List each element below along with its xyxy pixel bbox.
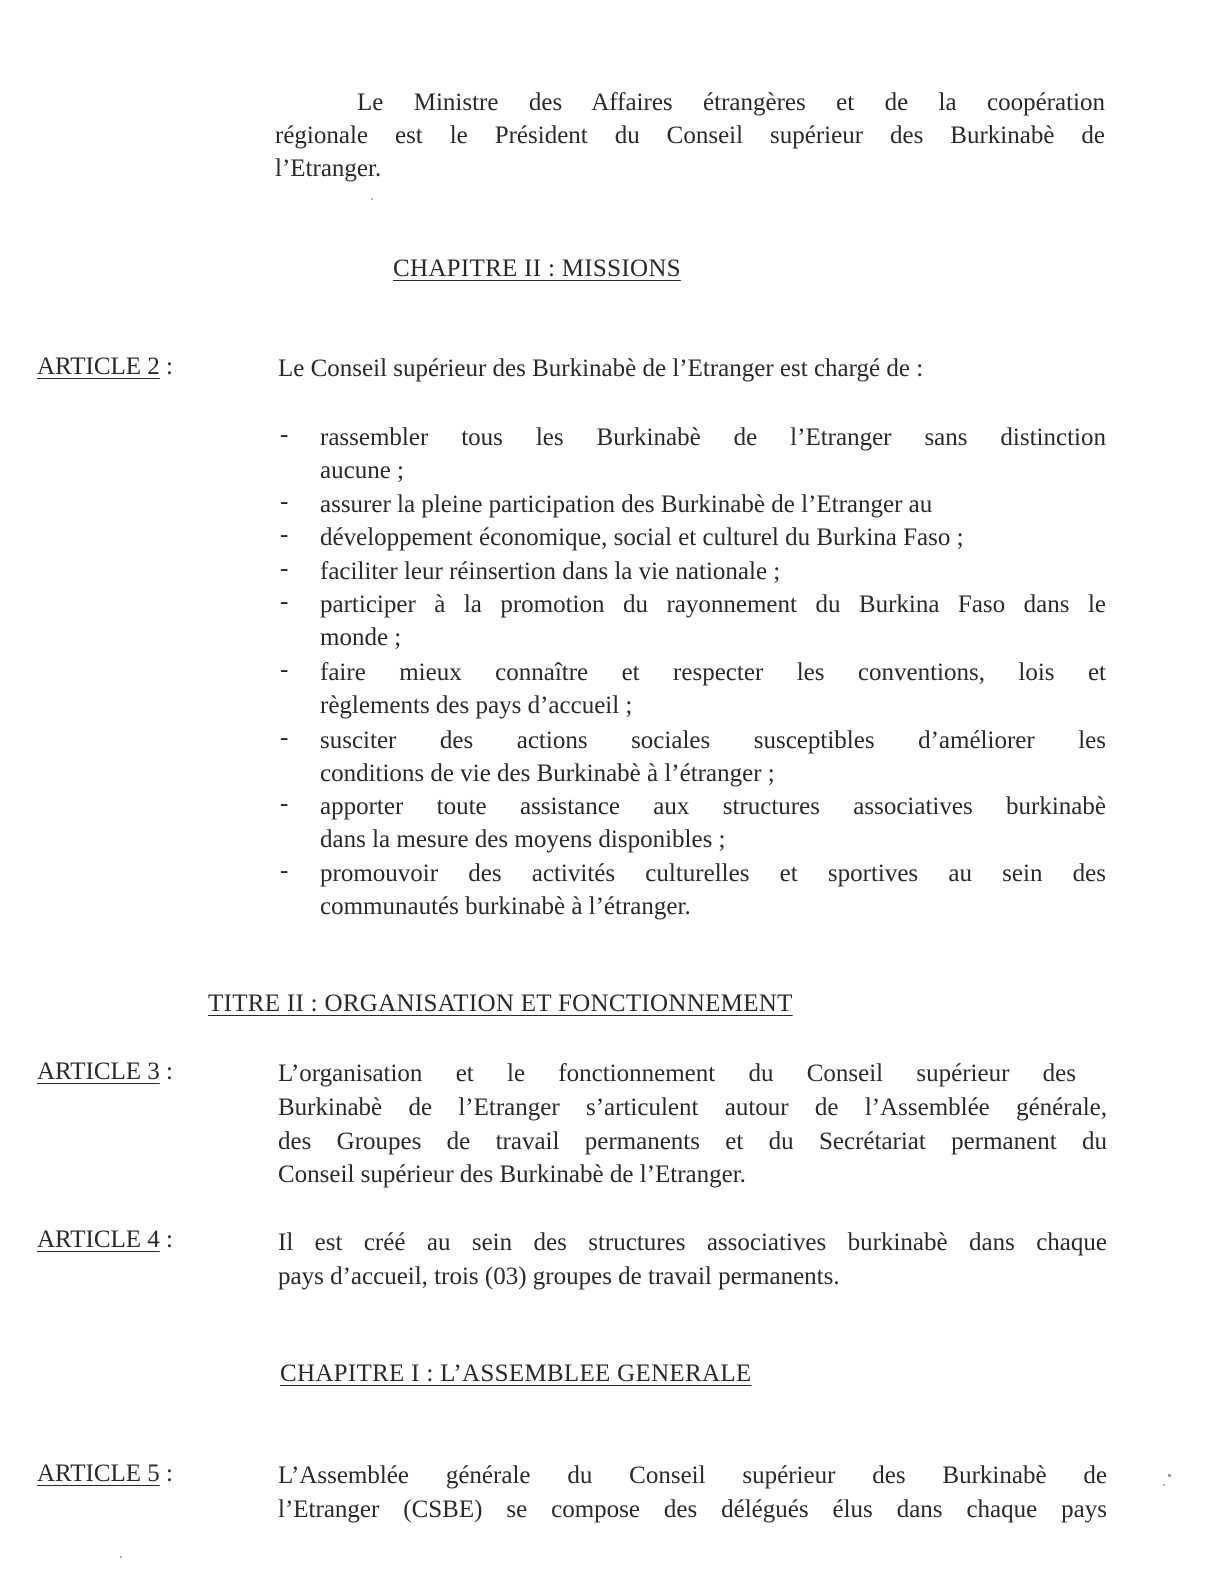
scan-speck [371,198,373,200]
scan-speck [1168,1474,1171,1477]
article-label-text: ARTICLE 4 [37,1226,160,1253]
intro-line: régionale est le Président du Conseil supérieur des Burkinabè de [275,122,1105,149]
article-3-label [37,1058,173,1086]
bullet-line: rassembler tous les Burkinabè de l’Etranger sans distinction [320,424,1106,451]
article-5-label [37,1460,173,1488]
intro-line: Le Ministre des Affaires étrangères et de la coopération [357,89,1105,116]
bullet-line: monde ; [320,624,402,651]
bullet-dash: - [280,588,289,615]
article-label-colon: : [159,1226,173,1253]
bullet-line: développement économique, social et culturel du Burkina Faso ; [320,524,964,551]
bullet-dash: - [280,724,289,751]
bullet-line: faciliter leur réinsertion dans la vie nationale ; [320,558,781,585]
bullet-line: conditions de vie des Burkinabè à l’étranger ; [320,760,775,787]
bullet-dash: - [280,790,289,817]
bullet-dash: - [280,555,289,582]
article-5-line: L’Assemblée générale du Conseil supérieur des Burkinabè de [278,1462,1107,1489]
article-3-line: Burkinabè de l’Etranger s’articulent autour de l’Assemblée générale, [278,1094,1107,1121]
article-label-colon: : [159,1058,173,1085]
article-4-line: Il est créé au sein des structures associatives burkinabè dans chaque [278,1229,1107,1256]
article-label-text: ARTICLE 5 [37,1460,160,1487]
article-label-colon: : [159,1460,173,1487]
article-3-line: L’organisation et le fonctionnement du Conseil supérieur des [278,1060,1076,1087]
article-2-intro: Le Conseil supérieur des Burkinabè de l’Etranger est chargé de : [278,355,924,382]
chapter-2-heading: CHAPITRE II : MISSIONS [393,255,681,282]
bullet-line: règlements des pays d’accueil ; [320,692,633,719]
bullet-line: faire mieux connaître et respecter les conventions, lois et [320,659,1106,686]
article-label-text: ARTICLE 2 [37,353,160,380]
bullet-dash: - [280,521,289,548]
bullet-line: dans la mesure des moyens disponibles ; [320,826,726,853]
chapter-1-heading: CHAPITRE I : L’ASSEMBLEE GENERALE [280,1360,752,1387]
title-2-heading: TITRE II : ORGANISATION ET FONCTIONNEMENT [208,990,793,1017]
bullet-line: aucune ; [320,457,404,484]
article-label-colon: : [159,353,173,380]
bullet-dash: - [280,421,289,448]
bullet-dash: - [280,857,289,884]
article-5-line: l’Etranger (CSBE) se compose des délégués élus dans chaque pays [278,1496,1107,1523]
bullet-dash: - [280,488,289,515]
bullet-line: communautés burkinabè à l’étranger. [320,893,691,920]
article-3-line: des Groupes de travail permanents et du Secrétariat permanent du [278,1128,1107,1155]
bullet-dash: - [280,656,289,683]
bullet-line: apporter toute assistance aux structures associatives burkinabè [320,793,1106,820]
article-label-text: ARTICLE 3 [37,1058,160,1085]
article-3-line: Conseil supérieur des Burkinabè de l’Etranger. [278,1161,746,1188]
bullet-line: assurer la pleine participation des Burkinabè de l’Etranger au [320,491,933,518]
article-4-line: pays d’accueil, trois (03) groupes de travail permanents. [278,1263,840,1290]
bullet-line: participer à la promotion du rayonnement du Burkina Faso dans le [320,591,1106,618]
scan-speck [120,1556,122,1558]
intro-line: l’Etranger. [275,155,382,182]
article-4-label [37,1226,173,1254]
article-2-label [37,353,173,381]
bullet-line: promouvoir des activités culturelles et sportives au sein des [320,860,1106,887]
scan-speck [1163,1484,1165,1486]
bullet-line: susciter des actions sociales susceptibles d’améliorer les [320,727,1106,754]
